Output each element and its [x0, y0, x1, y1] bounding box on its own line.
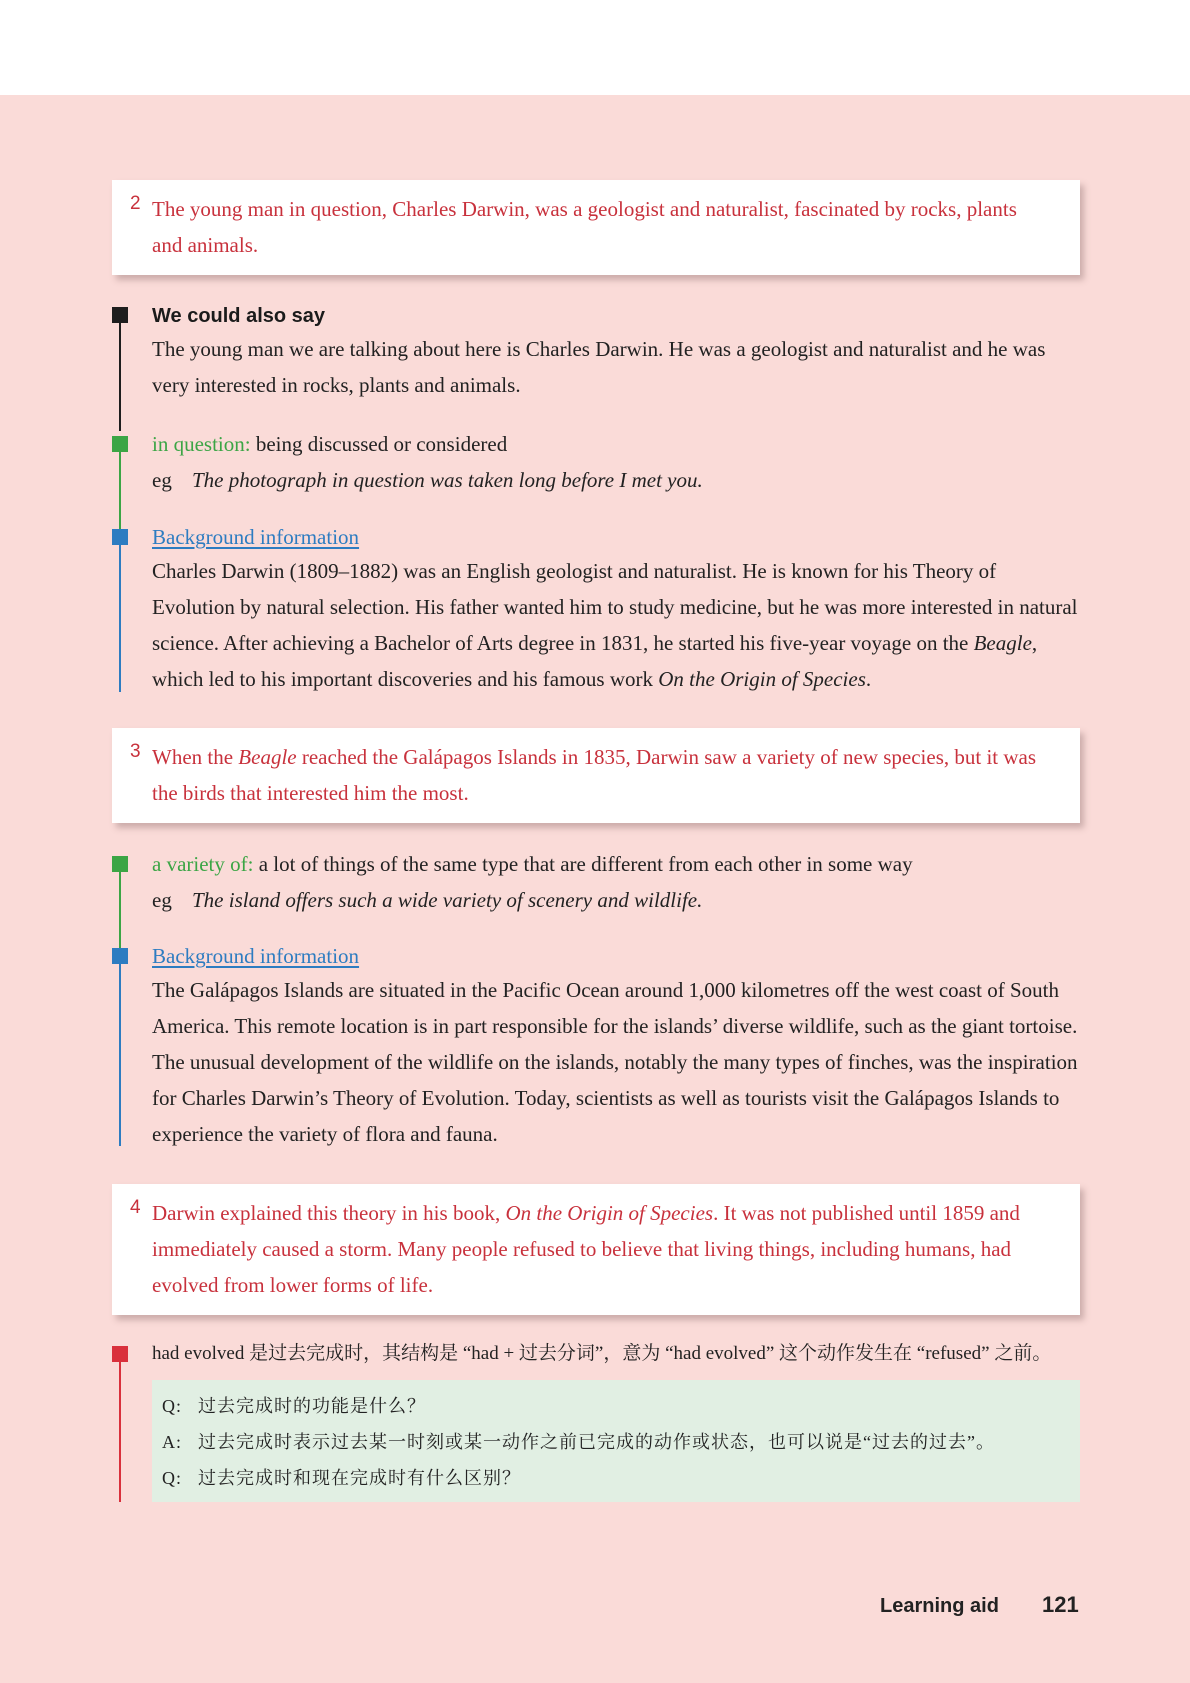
background-info-line	[119, 537, 121, 692]
grammar-marker	[112, 1346, 128, 1362]
background-info-block-2	[152, 940, 1082, 1152]
qa-text: 过去完成时的功能是什么？	[198, 1396, 426, 1416]
background-info-text	[152, 553, 1082, 697]
vocab-entry	[152, 426, 1082, 462]
text-segment: .	[865, 667, 872, 691]
grammar-block	[152, 1339, 1092, 1369]
quote-text	[152, 1195, 1040, 1303]
quote-text	[152, 191, 1040, 263]
vocab-block-in-question	[152, 426, 1082, 498]
note-line	[119, 315, 121, 431]
vocab-marker	[112, 856, 128, 872]
vocab-line	[119, 443, 121, 531]
note-marker	[112, 307, 128, 323]
section-heading: We could also say	[152, 305, 326, 327]
quote-number: 4	[130, 1197, 141, 1218]
quote-text	[152, 739, 1040, 811]
vocab-definition: being discussed or considered	[250, 432, 508, 456]
background-info-heading: Background information	[152, 525, 360, 549]
vocab-line	[119, 864, 121, 952]
text-segment: When the	[152, 745, 239, 769]
paraphrase-text: The young man we are talking about here is Charles Darwin. He was a geologist and naturalist and he was very interested in rocks, plants and animals.	[152, 337, 1046, 397]
background-info-block-1	[152, 521, 1082, 697]
vocab-example	[152, 882, 1082, 918]
qa-item	[162, 1388, 1070, 1424]
text-segment: reached the Galápagos Islands in 1835, Darwin saw a variety of new species, but it was the birds that interested him the most.	[152, 745, 1037, 805]
qa-text: 过去完成时表示过去某一时刻或某一动作之前已完成的动作或状态，也可以说是“过去的过去”。	[198, 1432, 995, 1452]
vocab-marker	[112, 436, 128, 452]
qa-item	[162, 1460, 1070, 1496]
page-number: 121	[1042, 1592, 1079, 1617]
text-segment: , which led to his important discoveries and his famous work	[152, 631, 1038, 691]
vocab-entry	[152, 846, 1082, 882]
footer-label: Learning aid	[880, 1595, 999, 1617]
text-segment: The Galápagos Islands are situated in the Pacific Ocean around 1,000 kilometres off the west coast of South America. This remote location is in part responsible for the islands’ diverse wildlife, such as the giant tortoise. The unusual development of the wildlife on the islands, notably the many types of finches, was the inspiration for Charles Darwin’s Theory of Evolution. Today, scientists as well as tourists visit the Galápagos Islands to experience the variety of flora and fauna.	[152, 978, 1078, 1146]
grammar-note: had evolved 是过去完成时，其结构是 “had + 过去分词”，意为 “had evolved” 这个动作发生在 “refused” 之前。	[152, 1343, 1052, 1364]
example-sentence: The island offers such a wide variety of scenery and wildlife.	[192, 888, 703, 912]
text-segment: Charles Darwin (1809–1882) was an English geologist and naturalist. He is known for his Theory of Evolution by natural selection. His father wanted him to study medicine, but he was more interested in natural science. After achieving a Bachelor of Arts degree in 1831, he started his five-year voyage on the	[152, 559, 1078, 655]
qa-key: A:	[162, 1432, 182, 1452]
qa-item	[162, 1424, 1070, 1460]
quote-number: 3	[130, 741, 141, 762]
italic-segment: On the Origin of Species	[505, 1201, 714, 1225]
text-segment: Darwin explained this theory in his book,	[152, 1201, 506, 1225]
background-info-line	[119, 956, 121, 1146]
example-sentence: The photograph in question was taken long before I met you.	[192, 468, 703, 492]
quote-box-2	[112, 180, 1080, 275]
qa-box	[152, 1380, 1080, 1502]
background-info-heading: Background information	[152, 944, 360, 968]
italic-segment: On the Origin of Species	[658, 667, 866, 691]
quote-number: 2	[130, 193, 141, 214]
we-could-also-say-block	[152, 301, 1082, 403]
italic-segment: Beagle	[973, 631, 1032, 655]
vocab-definition: a lot of things of the same type that are different from each other in some way	[253, 852, 913, 876]
quote-box-4	[112, 1184, 1080, 1315]
vocab-term: a variety of:	[152, 852, 254, 876]
vocab-term: in question:	[152, 432, 251, 456]
grammar-line	[119, 1354, 121, 1502]
qa-key: Q:	[162, 1468, 182, 1488]
background-info-text	[152, 972, 1082, 1152]
text-segment: . It was not published until 1859 and immediately caused a storm. Many people refused to believe that living things, including humans, had evolved from lower forms of life.	[152, 1201, 1020, 1297]
eg-label: eg	[152, 888, 172, 912]
vocab-block-variety	[152, 846, 1082, 918]
background-info-marker	[112, 948, 128, 964]
italic-segment: Beagle	[238, 745, 297, 769]
vocab-example	[152, 462, 1082, 498]
qa-text: 过去完成时和现在完成时有什么区别？	[198, 1468, 521, 1488]
quote-box-3	[112, 728, 1080, 823]
eg-label: eg	[152, 468, 172, 492]
qa-key: Q:	[162, 1396, 182, 1416]
quote-text-segment: The young man in question, Charles Darwin, was a geologist and naturalist, fascinated by rocks, plants and animals.	[152, 197, 1017, 257]
background-info-marker	[112, 529, 128, 545]
